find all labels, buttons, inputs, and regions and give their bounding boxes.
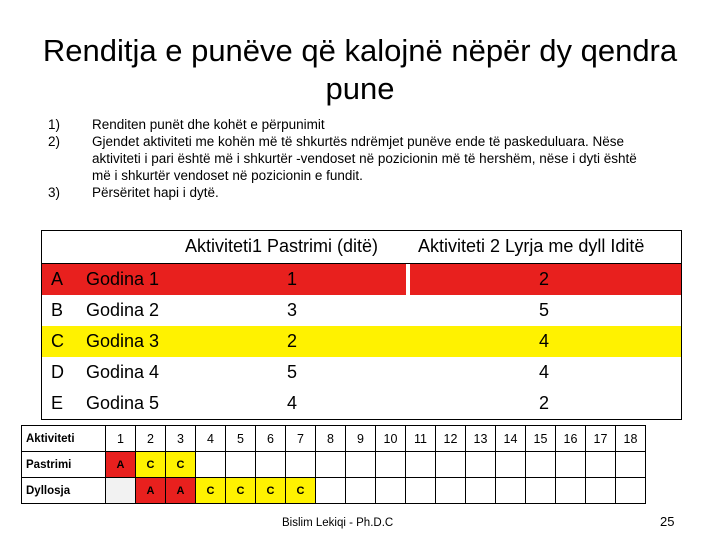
schedule-gantt-table — [21, 425, 646, 504]
step-text: Gjendet aktiviteti me kohën më të shkurtës ndrëmjet punëve ende të paskeduluara. Nëse aktiviteti i pari është më i shkurtër -vendoset në pozicionin më të hershëm, nëse i dyti është më i shkurtër vendoset në pozicionin e fundit. — [92, 134, 637, 183]
activity-2-time: 2 — [538, 393, 549, 413]
schedule-cell — [616, 478, 646, 504]
row-id: B — [51, 300, 64, 320]
row-label: Godina 1 — [86, 269, 160, 289]
schedule-cell — [406, 478, 436, 504]
schedule-cell: A — [166, 478, 196, 504]
activity-1-time: 4 — [286, 393, 297, 413]
author-footer: Bislim Lekiqi - Ph.D.C — [282, 517, 394, 529]
schedule-period-cell: 17 — [586, 426, 616, 452]
schedule-period-cell: 6 — [256, 426, 286, 452]
row-label: Godina 5 — [86, 393, 160, 413]
row-label: Godina 2 — [86, 300, 160, 320]
schedule-period-cell: 4 — [196, 426, 226, 452]
schedule-period-cell: 13 — [466, 426, 496, 452]
schedule-cell — [346, 452, 376, 478]
schedule-cell — [106, 478, 136, 504]
schedule-cell — [586, 452, 616, 478]
schedule-period-cell: 8 — [316, 426, 346, 452]
schedule-cell — [616, 452, 646, 478]
schedule-period-cell: 3 — [166, 426, 196, 452]
row-id: A — [51, 269, 64, 289]
schedule-cell — [466, 452, 496, 478]
schedule-cell: C — [226, 478, 256, 504]
page-number: 25 — [660, 514, 675, 529]
schedule-row-label: Dyllosja — [22, 478, 106, 504]
row-id: C — [51, 331, 64, 351]
activity-1-time: 2 — [286, 331, 297, 351]
schedule-row-label: Pastrimi — [22, 452, 106, 478]
schedule-cell — [556, 452, 586, 478]
schedule-period-cell: 1 — [106, 426, 136, 452]
schedule-header-label: Aktiviteti — [22, 426, 106, 452]
schedule-cell: C — [166, 452, 196, 478]
schedule-cell — [196, 452, 226, 478]
schedule-cell — [226, 452, 256, 478]
row-label: Godina 3 — [86, 331, 160, 351]
schedule-period-cell: 5 — [226, 426, 256, 452]
activity-2-time: 4 — [538, 331, 549, 351]
activity-1-time: 3 — [286, 300, 297, 320]
header-activity-1: Aktiviteti1 Pastrimi (ditë) — [185, 236, 379, 256]
schedule-cell — [316, 478, 346, 504]
column-separator — [406, 264, 410, 295]
step-number: 2) — [48, 134, 61, 149]
step-text: Përsëritet hapi i dytë. — [92, 185, 219, 200]
step-number: 1) — [48, 117, 61, 132]
slide-title: Renditja e punëve që kalojnë nëpër dy qendra pune — [42, 33, 678, 106]
schedule-cell — [496, 452, 526, 478]
table-row — [42, 388, 681, 419]
schedule-cell — [526, 452, 556, 478]
schedule-period-cell: 9 — [346, 426, 376, 452]
table-row — [42, 357, 681, 388]
schedule-cell — [526, 478, 556, 504]
schedule-cell — [556, 478, 586, 504]
schedule-period-cell: 16 — [556, 426, 586, 452]
schedule-cell — [346, 478, 376, 504]
schedule-row-dyllosja — [22, 478, 646, 504]
schedule-period-cell: 7 — [286, 426, 316, 452]
row-id: E — [51, 393, 64, 413]
schedule-cell: C — [136, 452, 166, 478]
activity-times-table — [41, 230, 682, 420]
activity-2-time: 4 — [538, 362, 549, 382]
schedule-period-cell: 10 — [376, 426, 406, 452]
schedule-cell — [316, 452, 346, 478]
schedule-cell — [376, 478, 406, 504]
schedule-cell — [256, 452, 286, 478]
activity-1-time: 1 — [286, 269, 297, 289]
schedule-period-cell: 18 — [616, 426, 646, 452]
schedule-cell — [286, 452, 316, 478]
activity-2-time: 5 — [538, 300, 549, 320]
header-activity-2: Aktiviteti 2 Lyrja me dyll Iditë — [418, 236, 645, 256]
table-row — [42, 295, 681, 326]
schedule-cell: C — [256, 478, 286, 504]
schedule-period-cell: 2 — [136, 426, 166, 452]
schedule-cell — [466, 478, 496, 504]
activity-1-time: 5 — [286, 362, 297, 382]
schedule-cell — [586, 478, 616, 504]
table-header — [42, 231, 681, 264]
row-id: D — [51, 362, 64, 382]
schedule-cell: C — [286, 478, 316, 504]
schedule-cell — [496, 478, 526, 504]
schedule-cell — [436, 452, 466, 478]
schedule-cell — [406, 452, 436, 478]
step-number: 3) — [48, 185, 61, 200]
step-2 — [48, 133, 658, 184]
schedule-period-cell: 14 — [496, 426, 526, 452]
schedule-period-cell: 12 — [436, 426, 466, 452]
schedule-cell — [436, 478, 466, 504]
schedule-row-pastrimi — [22, 452, 646, 478]
step-3 — [48, 184, 658, 201]
table-row — [42, 264, 681, 295]
schedule-period-cell: 11 — [406, 426, 436, 452]
table-row — [42, 326, 681, 357]
row-label: Godina 4 — [86, 362, 160, 382]
schedule-cell — [376, 452, 406, 478]
step-1 — [48, 116, 658, 133]
schedule-cell: C — [196, 478, 226, 504]
schedule-cell: A — [106, 452, 136, 478]
schedule-header-row — [22, 426, 646, 452]
activity-2-time: 2 — [538, 269, 549, 289]
schedule-cell: A — [136, 478, 166, 504]
steps-list — [48, 116, 658, 201]
step-text: Renditen punët dhe kohët e përpunimit — [92, 117, 325, 132]
schedule-period-cell: 15 — [526, 426, 556, 452]
